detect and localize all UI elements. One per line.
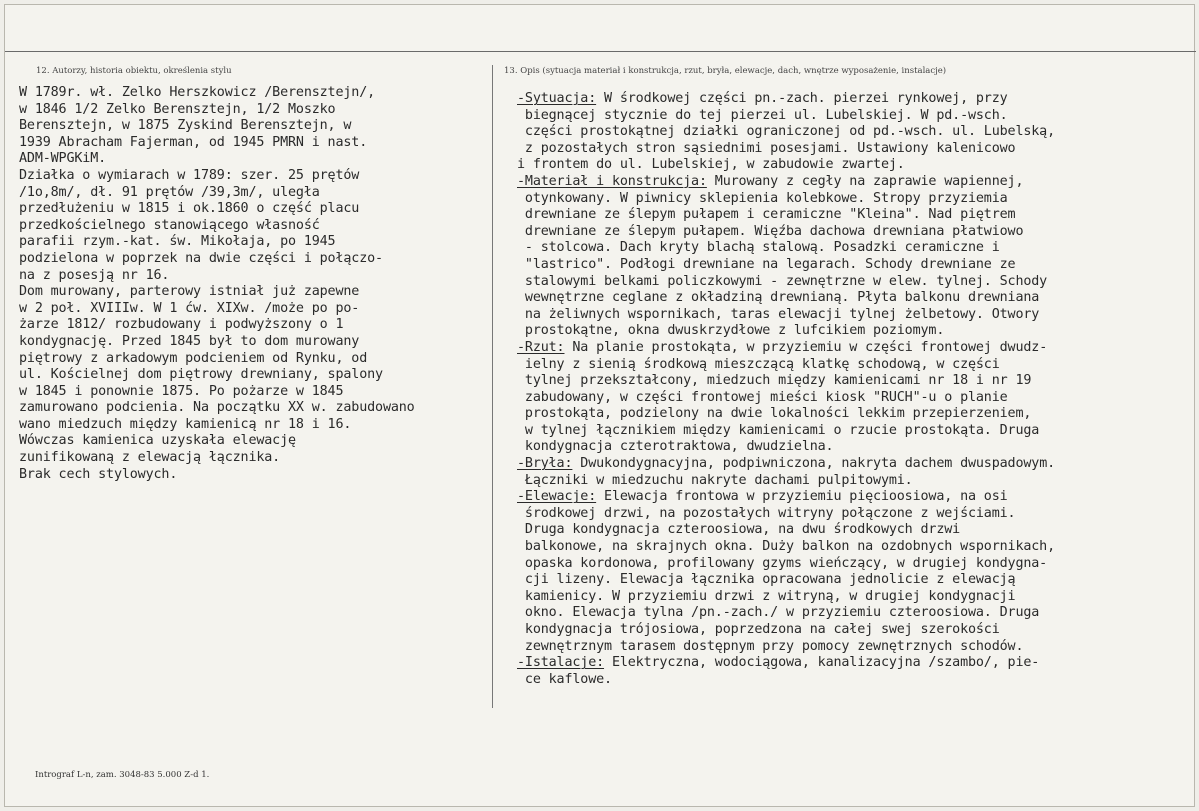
description-line-text: z pozostałych stron sąsiednimi posesjami. Ustawiony kalenicowo	[517, 140, 1016, 156]
history-text	[19, 85, 415, 483]
description-line	[517, 340, 1055, 357]
description-line-text: W środkowej części pn.-zach. pierzei rynkowej, przy	[596, 91, 1008, 106]
description-line-text: zabudowany, w części frontowej mieści kiosk "RUCH"-u o planie	[517, 389, 1008, 405]
history-line: w 2 poł. XVIIIw. W 1 ćw. XIXw. /może po po-	[19, 300, 360, 316]
description-heading: -Elewacje:	[517, 489, 597, 505]
description-line-text: w tylnej łącznikiem między kamienicami o rzucie prostokąta. Druga	[517, 422, 1040, 438]
description-line	[517, 323, 1055, 340]
description-heading: -Bryła:	[517, 456, 573, 472]
section-12-label: 12. Autorzy, historia obiektu, określenia stylu	[36, 66, 232, 76]
printer-imprint: Intrograf L-n, zam. 3048-83 5.000 Z-d 1.	[35, 770, 210, 780]
description-line	[517, 224, 1055, 241]
description-line-text: środkowej drzwi, na pozostałych witryny połączone z wejściami.	[517, 505, 1016, 521]
history-line: w 1846 1/2 Zelko Berensztejn, 1/2 Moszko	[19, 101, 336, 117]
description-line	[517, 506, 1055, 523]
history-line: W 1789r. wł. Zelko Herszkowicz /Berensztejn/,	[19, 85, 376, 100]
description-line	[517, 539, 1055, 556]
description-line	[517, 456, 1055, 473]
description-line-text: zewnętrznym tarasem dostępnym przy pomocy zewnętrznych schodów.	[517, 638, 1024, 654]
history-line: Działka o wymiarach w 1789: szer. 25 prętów	[19, 167, 360, 183]
description-line-text: balkonowe, na skrajnych okna. Duży balkon na ozdobnych wspornikach,	[517, 539, 1056, 555]
history-line: w 1845 i ponownie 1875. Po pożarze w 1845	[19, 383, 344, 399]
description-line-text: opaska kordonowa, profilowany gzyms wieńczący, w drugiej kondygna-	[517, 555, 1048, 571]
history-line: Wówczas kamienica uzyskała elewację	[19, 433, 296, 449]
description-line-text: Murowany z cegły na zaprawie wapiennej,	[706, 173, 1024, 189]
description-line-text: tylnej przekształcony, miedzuch między kamienicami nr 18 i nr 19	[517, 373, 1032, 389]
description-line	[517, 108, 1055, 125]
description-line-text: drewniane ze ślepym pułapem. Więźba dachowa drewniana płatwiowo	[517, 223, 1024, 239]
description-line	[517, 240, 1055, 257]
description-line	[517, 174, 1055, 191]
description-text	[517, 91, 1055, 688]
history-line: /1o,8m/, dł. 91 prętów /39,3m/, uległa	[19, 184, 320, 200]
description-line	[517, 390, 1055, 407]
description-line	[517, 605, 1055, 622]
history-line: 1939 Abracham Fajerman, od 1945 PMRN i nast.	[19, 134, 368, 150]
description-line-text: prostokątne, okna dwuskrzydłowe z lufcikiem poziomym.	[517, 323, 945, 339]
history-line: na z posesją nr 16.	[19, 267, 170, 283]
description-line	[517, 522, 1055, 539]
description-line-text: wewnętrzne ceglane z okładziną drewnianą. Płyta balkonu drewniana	[517, 290, 1040, 306]
history-line: ADM-WPGKiM.	[19, 151, 107, 167]
description-line-text: Druga kondygnacja czteroosiowa, na dwu środkowych drzwi	[517, 522, 961, 538]
description-line-text: Dwukondygnacyjna, podpiwniczona, nakryta dachem dwuspadowym.	[572, 456, 1056, 472]
history-line: wano miedzuch między kamienicą nr 18 i 16.	[19, 416, 352, 432]
description-heading: -Materiał i konstrukcja:	[517, 173, 707, 189]
description-line-text: "lastrico". Podłogi drewniane na legarach. Schody drewniane ze	[517, 256, 1016, 272]
description-line	[517, 207, 1055, 224]
description-line-text: na żeliwnych wspornikach, taras elewacji tylnej żelbetowy. Otwory	[517, 306, 1040, 322]
description-line	[517, 489, 1055, 506]
description-line-text: stalowymi belkami policzkowymi - zewnętrzne w elew. tylnej. Schody	[517, 273, 1048, 289]
description-line-text: kamienicy. W przyziemiu drzwi z witryną, w drugiej kondygnacji	[517, 588, 1016, 604]
description-line	[517, 473, 1055, 490]
inventory-card	[4, 4, 1195, 807]
description-line	[517, 91, 1055, 108]
description-line	[517, 439, 1055, 456]
history-line: Berensztejn, w 1875 Zyskind Berensztejn, w	[19, 118, 352, 134]
top-divider	[5, 51, 1196, 52]
description-line	[517, 357, 1055, 374]
description-line	[517, 655, 1055, 672]
description-line	[517, 406, 1055, 423]
history-line: podzielona w poprzek na dwie części i połączo-	[19, 250, 383, 266]
description-line-text: cji lizeny. Elewacja łącznika opracowana jednolicie z elewacją	[517, 572, 1016, 588]
description-line	[517, 307, 1055, 324]
description-line-text: biegnącej stycznie do tej pierzei ul. Lubelskiej. W pd.-wsch.	[517, 107, 1008, 123]
description-line-text: Elewacja frontowa w przyziemiu pięcioosiowa, na osi	[596, 489, 1008, 505]
description-line	[517, 290, 1055, 307]
history-line: parafii rzym.-kat. św. Mikołaja, po 1945	[19, 234, 336, 250]
description-heading: -Rzut:	[517, 339, 565, 355]
history-line: zunifikowaną z elewacją łącznika.	[19, 450, 281, 466]
history-line: przedkościelnego stanowiącego własność	[19, 217, 320, 233]
description-heading: -Sytuacja:	[517, 91, 597, 106]
description-line-text: Elektryczna, wodociągowa, kanalizacyjna /szambo/, pie-	[604, 655, 1040, 671]
description-line	[517, 572, 1055, 589]
description-line	[517, 157, 1055, 174]
description-line-text: kondygnacja czterotraktowa, dwudzielna.	[517, 439, 834, 455]
history-line: żarze 1812/ rozbudowany i podwyższony o 1	[19, 317, 344, 333]
description-line-text: otynkowany. W piwnicy sklepienia kolebkowe. Stropy przyziemia	[517, 190, 1008, 206]
description-line-text: prostokąta, podzielony na dwie lokalności lekkim przepierzeniem,	[517, 406, 1032, 422]
history-line: piętrowy z arkadowym podcieniem od Rynku, od	[19, 350, 368, 366]
description-line	[517, 124, 1055, 141]
description-line-text: ce kaflowe.	[517, 671, 612, 687]
description-line-text: Na planie prostokąta, w przyziemiu w części frontowej dwudz-	[564, 339, 1048, 355]
description-line	[517, 373, 1055, 390]
description-line-text: - stolcowa. Dach kryty blachą stalową. Posadzki ceramiczne i	[517, 240, 1000, 256]
description-line	[517, 191, 1055, 208]
description-line	[517, 556, 1055, 573]
description-line-text: drewniane ze ślepym pułapem i ceramiczne "Kleina". Nad piętrem	[517, 207, 1016, 223]
description-line	[517, 423, 1055, 440]
history-line: przedłużeniu w 1815 i ok.1860 o część placu	[19, 201, 360, 217]
history-line: kondygnację. Przed 1845 był to dom murowany	[19, 333, 360, 349]
description-line-text: ielny z sienią środkową mieszczącą klatkę schodową, w części	[517, 356, 1000, 372]
section-13-label: 13. Opis (sytuacja materiał i konstrukcja, rzut, bryła, elewacje, dach, wnętrze wyposażenie, instalacje)	[504, 66, 947, 76]
description-line-text: części prostokątnej działki ograniczonej od pd.-wsch. ul. Lubelską,	[517, 124, 1056, 140]
column-divider	[492, 65, 493, 708]
description-heading: -Istalacje:	[517, 655, 605, 671]
description-line	[517, 257, 1055, 274]
description-line-text: okno. Elewacja tylna /pn.-zach./ w przyziemiu czteroosiowa. Druga	[517, 605, 1040, 621]
description-line-text: Łączniki w miedzuchu nakryte dachami pulpitowymi.	[517, 472, 913, 488]
description-line-text: kondygnacja trójosiowa, poprzedzona na całej swej szerokości	[517, 622, 1000, 637]
history-line: zamurowano podcienia. Na początku XX w. zabudowano	[19, 400, 415, 416]
history-line: Dom murowany, parterowy istniał już zapewne	[19, 284, 360, 300]
description-line	[517, 622, 1055, 639]
history-line: Brak cech stylowych.	[19, 466, 178, 482]
description-line	[517, 274, 1055, 291]
description-line	[517, 639, 1055, 656]
history-line: ul. Kościelnej dom piętrowy drewniany, spalony	[19, 367, 383, 383]
description-line	[517, 672, 1055, 689]
description-line	[517, 141, 1055, 158]
description-line	[517, 589, 1055, 606]
description-line-text: i frontem do ul. Lubelskiej, w zabudowie zwartej.	[517, 157, 905, 173]
